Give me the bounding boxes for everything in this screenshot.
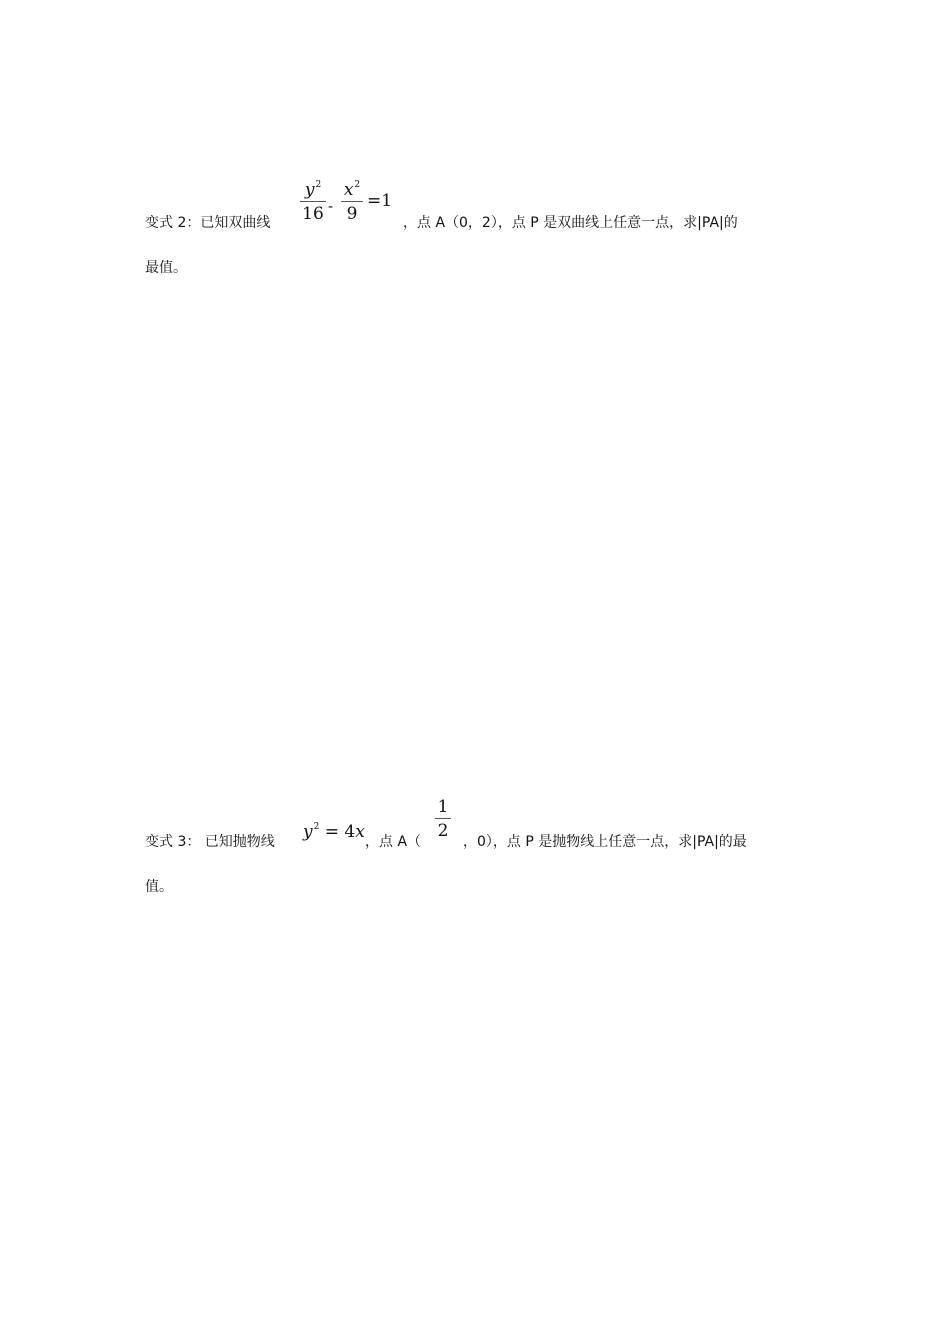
fraction-bar	[435, 818, 451, 819]
problem-3-line-2: 值。	[145, 879, 173, 895]
hyperbola-fraction-x	[341, 175, 363, 224]
var-x: x	[343, 180, 354, 200]
equals-one: =1	[367, 191, 393, 211]
denominator-16: 16	[302, 204, 324, 224]
minus-sign: -	[328, 197, 334, 215]
numerator-1: 1	[437, 797, 449, 817]
equals-four: = 4	[324, 822, 356, 842]
fraction-bar	[300, 201, 326, 202]
fraction-bar	[341, 201, 363, 202]
exponent: 2	[315, 180, 322, 190]
var-y: y	[304, 180, 315, 200]
problem-2-tail: ，点 A（0，2），点 P 是双曲线上任意一点，求|PA|的	[403, 215, 738, 231]
exponent: 2	[354, 180, 361, 190]
denominator-2: 2	[437, 821, 449, 841]
problem-2-lead: 变式 2：已知双曲线	[145, 215, 271, 231]
problem-3-lead: 变式 3： 已知抛物线	[145, 834, 275, 850]
problem-3	[145, 795, 825, 905]
exponent: 2	[313, 822, 320, 832]
var-x: x	[355, 822, 365, 842]
problem-3-mid: ，点 A（	[365, 834, 422, 850]
point-a-fraction	[435, 797, 451, 841]
denominator-9: 9	[346, 204, 358, 224]
parabola-equation	[303, 822, 365, 842]
problem-3-tail: ，0），点 P 是抛物线上任意一点，求|PA|的最	[463, 834, 747, 850]
problem-2-line-2: 最值。	[145, 260, 187, 276]
var-y: y	[303, 822, 313, 842]
hyperbola-fraction-y	[300, 175, 326, 224]
problem-2	[145, 175, 825, 285]
